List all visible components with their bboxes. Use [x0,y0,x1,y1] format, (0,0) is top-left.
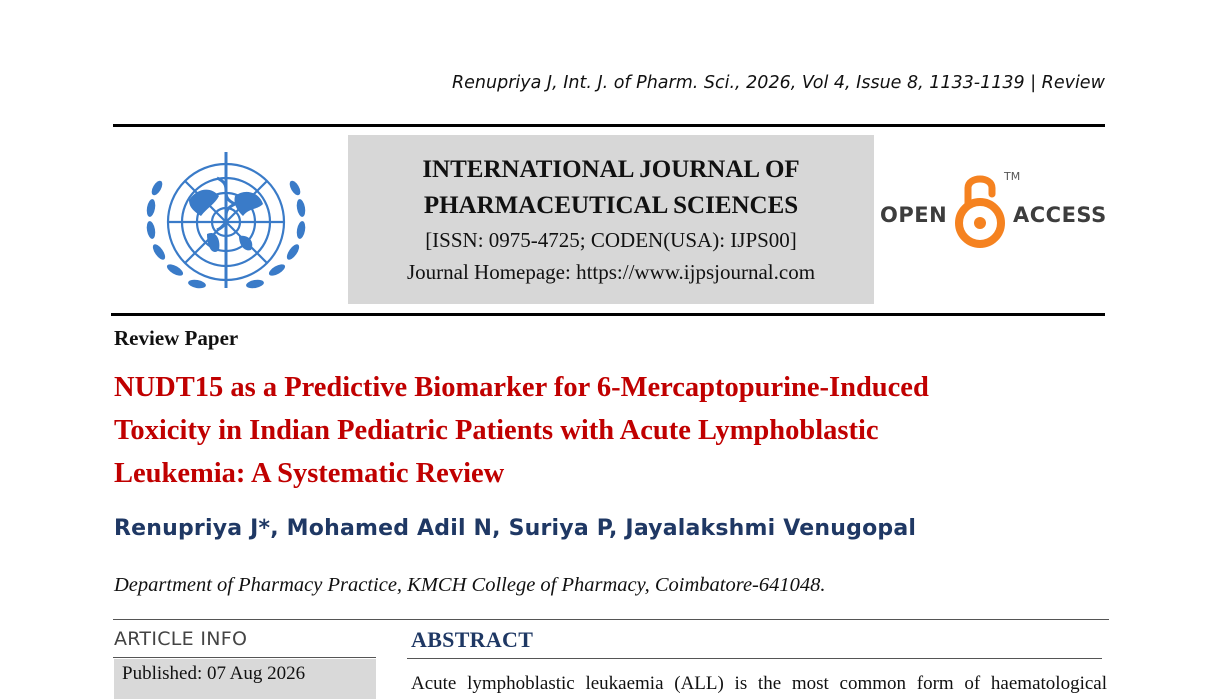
header-bottom-rule [111,313,1105,316]
section-divider [113,619,1109,620]
article-title-line1: NUDT15 as a Predictive Biomarker for 6-Mercaptopurine-Induced [114,372,929,403]
article-info-rule [113,657,376,658]
abstract-heading: ABSTRACT [411,627,534,652]
journal-name-box [348,135,874,304]
article-title-line3: Leukemia: A Systematic Review [114,458,505,489]
published-date: Published: 07 Aug 2026 [122,663,306,684]
open-access-logo [880,166,1110,252]
author-list: Renupriya J*, Mohamed Adil N, Suriya P, Jayalakshmi Venugopal [114,516,917,541]
article-title-line2: Toxicity in Indian Pediatric Patients with Acute Lymphoblastic [114,415,879,446]
journal-name-line1: INTERNATIONAL JOURNAL OF [422,156,800,183]
header-top-rule [113,124,1105,127]
article-info-box [114,659,376,699]
open-access-label-open: OPEN [880,203,948,227]
citation-line: Renupriya J, Int. J. of Pharm. Sci., 2026, Vol 4, Issue 8, 1133-1139 | Review [452,73,1105,93]
open-lock-icon [954,166,1006,250]
open-access-label-access: ACCESS [1013,203,1107,227]
abstract-text: Acute lymphoblastic leukaemia (ALL) is the most common form of haematological [411,673,1107,694]
article-title [114,366,1114,495]
journal-homepage[interactable]: Journal Homepage: https://www.ijpsjournal.com [406,260,816,284]
abstract-rule [407,658,1102,659]
article-type: Review Paper [114,326,239,350]
article-info-heading: ARTICLE INFO [114,628,248,650]
journal-name-line2: PHARMACEUTICAL SCIENCES [423,192,799,219]
trademark-mark: TM [1004,170,1021,183]
journal-emblem-logo [127,138,325,306]
author-affiliation: Department of Pharmacy Practice, KMCH College of Pharmacy, Coimbatore-641048. [114,574,826,596]
journal-issn: [ISSN: 0975-4725; CODEN(USA): IJPS00] [425,228,797,252]
